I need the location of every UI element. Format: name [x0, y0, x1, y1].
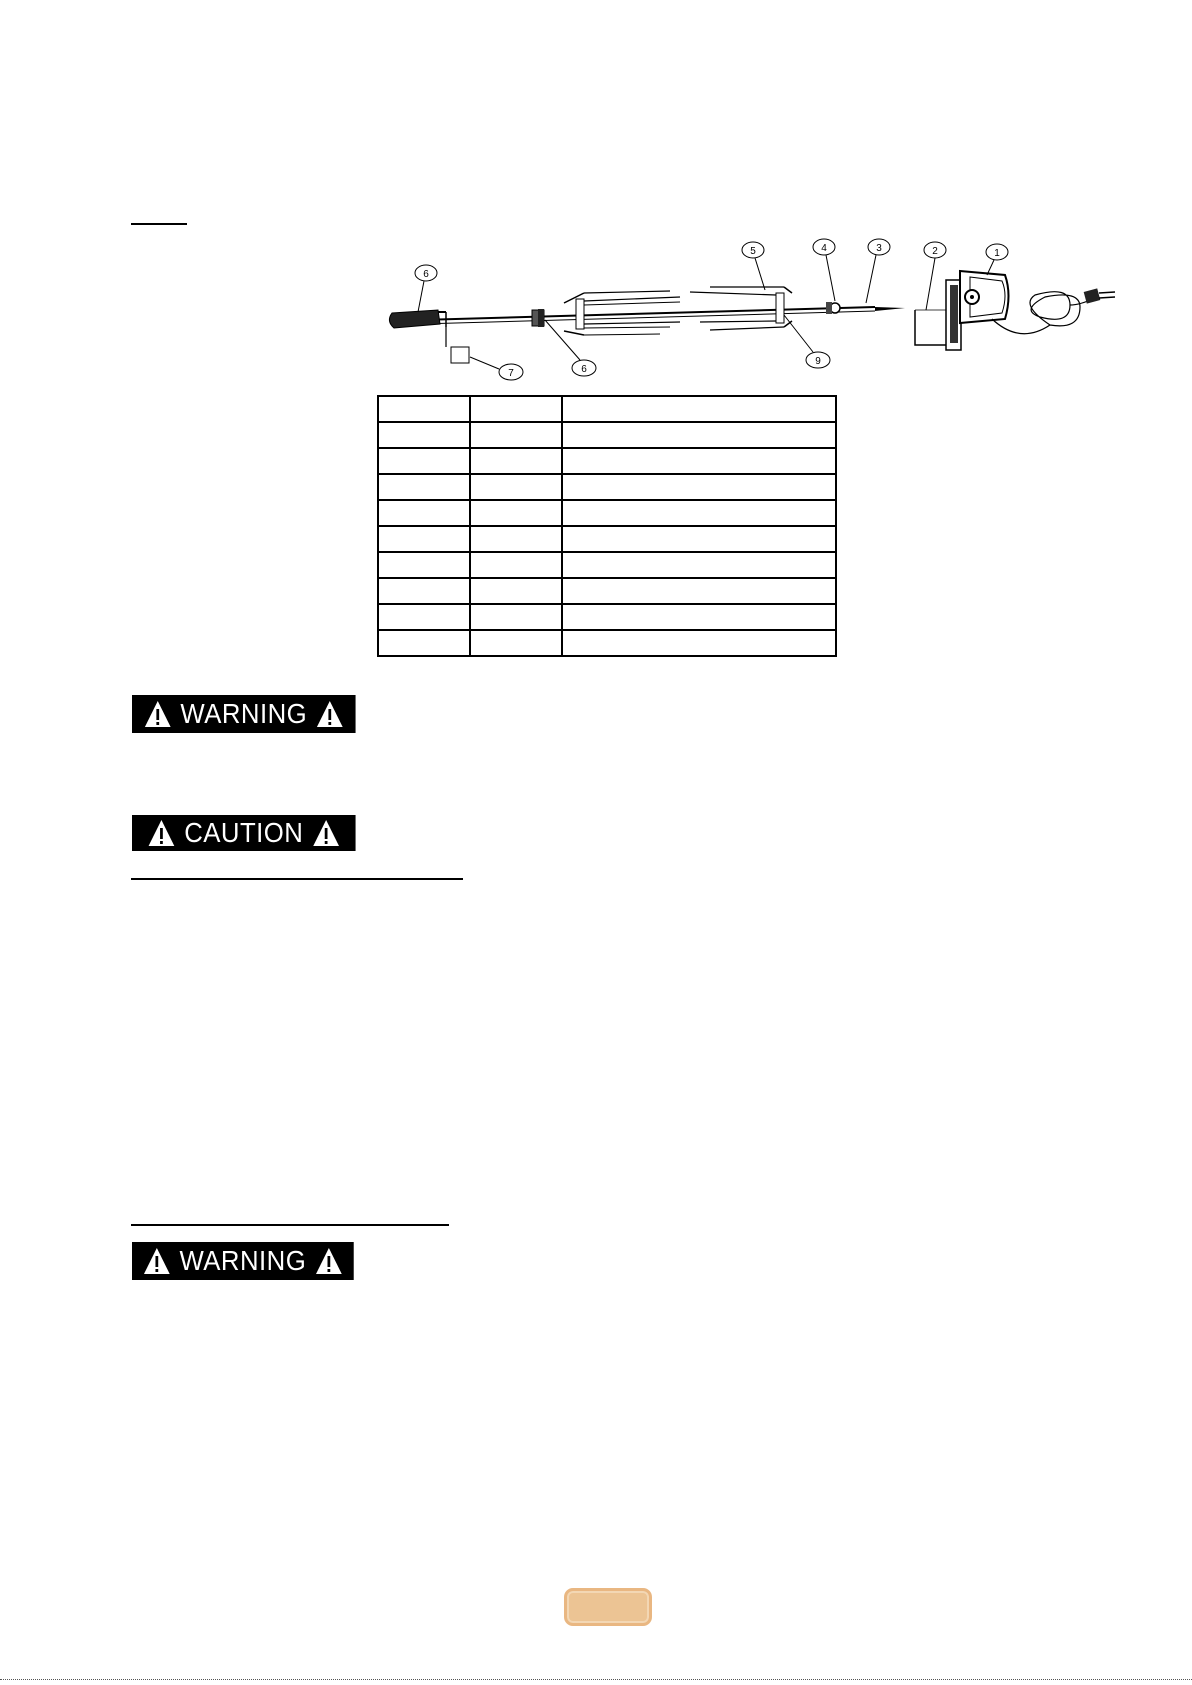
warning-label: WARNING [180, 698, 308, 729]
table-cell [378, 604, 470, 630]
callout-2 [924, 242, 946, 310]
warning-banner [132, 1242, 354, 1280]
warning-triangle-icon [313, 819, 341, 847]
svg-text:9: 9 [815, 356, 821, 367]
table-cell [378, 578, 470, 604]
warning-triangle-icon [143, 1247, 171, 1275]
table-row [378, 422, 836, 448]
page-bottom-edge [0, 1679, 1192, 1680]
table-cell [378, 448, 470, 474]
svg-text:3: 3 [876, 243, 882, 254]
table-cell [378, 526, 470, 552]
table-cell [470, 448, 562, 474]
section-heading-underline [131, 223, 187, 225]
table-cell [470, 500, 562, 526]
table-cell [562, 448, 836, 474]
warning-triangle-icon [144, 700, 172, 728]
parts-table [377, 395, 837, 657]
table-row [378, 630, 836, 656]
table-cell [378, 474, 470, 500]
callout-4 [813, 239, 835, 301]
table-row [378, 396, 836, 422]
caution-banner [132, 815, 356, 851]
table-cell [378, 396, 470, 422]
table-row [378, 526, 836, 552]
table-row [378, 604, 836, 630]
page-number-tab [564, 1588, 652, 1626]
svg-text:5: 5 [750, 246, 756, 257]
table-cell [562, 604, 836, 630]
svg-text:4: 4 [821, 243, 827, 254]
table-cell [470, 422, 562, 448]
table-row [378, 552, 836, 578]
table-cell [562, 630, 836, 656]
table-cell [378, 500, 470, 526]
table-cell [470, 604, 562, 630]
svg-text:6: 6 [581, 364, 587, 375]
table-cell [562, 552, 836, 578]
table-row [378, 500, 836, 526]
table-row [378, 448, 836, 474]
svg-text:6: 6 [423, 269, 429, 280]
table-cell [470, 578, 562, 604]
table-row [378, 474, 836, 500]
caution-label: CAUTION [184, 817, 304, 848]
table-cell [562, 526, 836, 552]
table-cell [378, 552, 470, 578]
callout-6-handle [415, 265, 437, 312]
table-cell [470, 396, 562, 422]
table-cell [562, 500, 836, 526]
svg-text:7: 7 [508, 368, 514, 379]
table-cell [562, 578, 836, 604]
table-row [378, 578, 836, 604]
rotisserie-diagram [380, 235, 1120, 385]
table-cell [378, 630, 470, 656]
warning-triangle-icon [147, 819, 175, 847]
warning-triangle-icon [315, 1247, 343, 1275]
callout-3 [866, 239, 890, 303]
table-cell [470, 552, 562, 578]
table-cell [470, 474, 562, 500]
table-cell [562, 396, 836, 422]
table-cell [562, 422, 836, 448]
svg-text:1: 1 [994, 248, 1000, 259]
callout-5 [742, 242, 765, 290]
table-cell [562, 474, 836, 500]
warning-triangle-icon [316, 700, 344, 728]
table-cell [378, 422, 470, 448]
warning-banner [132, 695, 356, 733]
warning-label: WARNING [179, 1245, 307, 1276]
svg-text:2: 2 [932, 246, 938, 257]
callout-7 [470, 357, 523, 380]
section-divider [131, 1224, 449, 1226]
table-cell [470, 630, 562, 656]
callout-9 [784, 315, 830, 368]
table-cell [470, 526, 562, 552]
section-divider [131, 878, 463, 880]
callout-1 [986, 244, 1008, 275]
